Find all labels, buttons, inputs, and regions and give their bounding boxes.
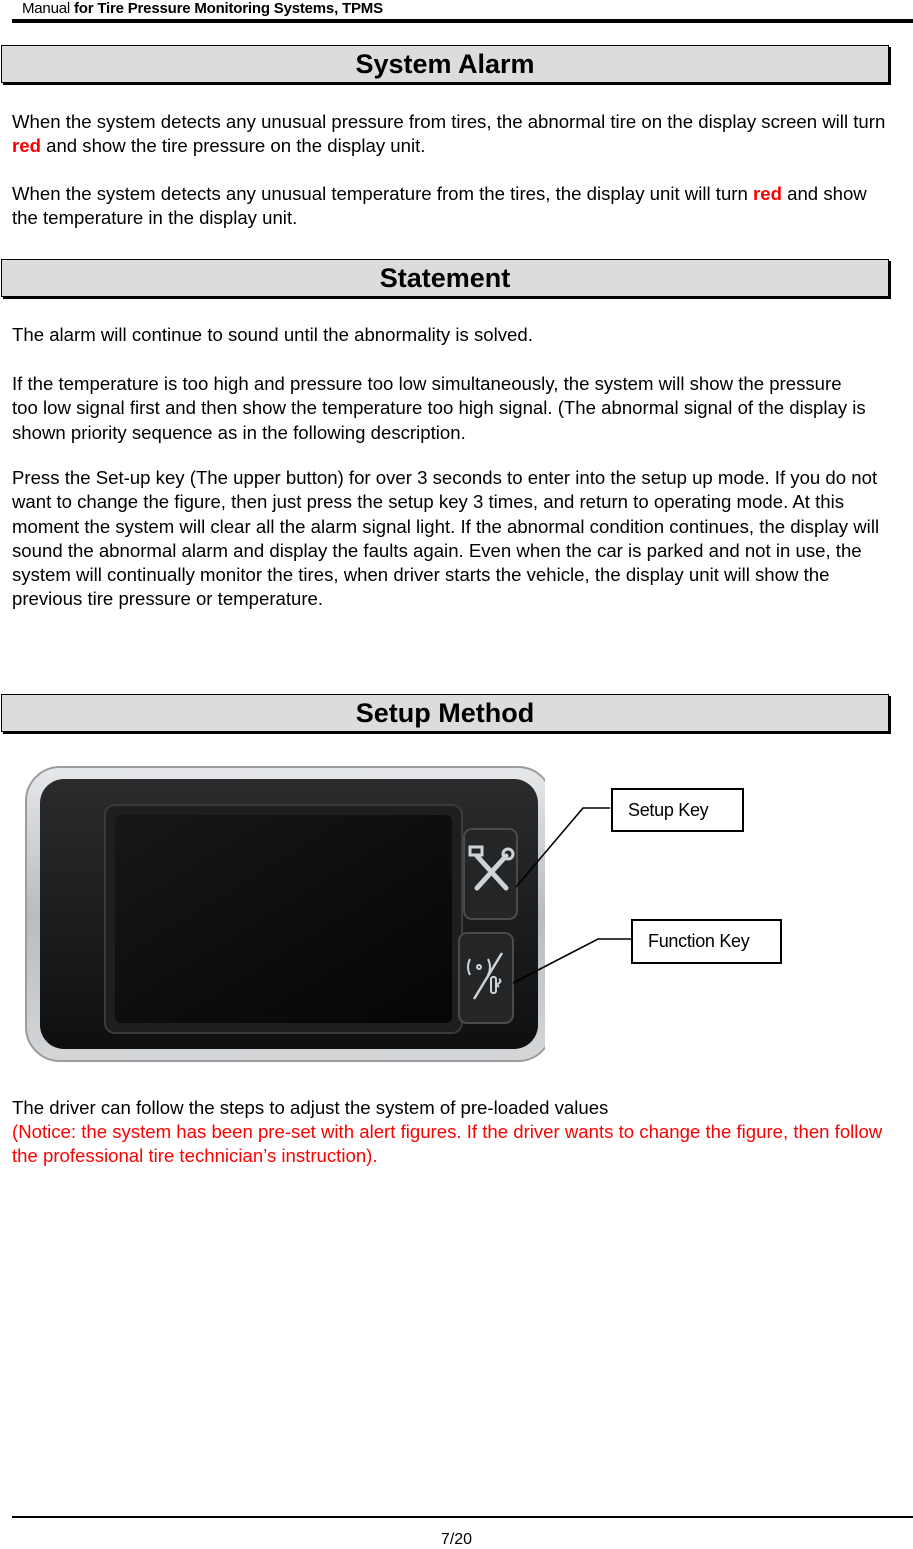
p2-text-a: When the system detects any unusual temperature from the tires, the display unit will turn [12,183,748,204]
statement-paragraph-2: If the temperature is too high and pressure too low simultaneously, the system will show the pressure too low signal first and then show the temperature too high signal. (The abnormal signal of the display is shown priority sequence as in the following description. [12,373,866,443]
p1-text-a: When the system detects any unusual pressure from tires, the abnormal tire on the display screen will turn [12,111,886,132]
function-key-callout: Function Key [631,919,782,964]
section-title-statement: Statement [1,259,889,297]
page-number: 7/20 [440,1531,473,1548]
setup-key-callout: Setup Key [611,788,744,832]
p1-text-b: and show the tire pressure on the display unit. [46,135,426,157]
section-title-system-alarm: System Alarm [1,45,889,83]
p1-red-word: red [12,135,41,157]
p2-red-word: red [753,183,782,204]
statement-paragraph-1: The alarm will continue to sound until the abnormality is solved. [12,324,533,345]
header-prefix: Manual [22,0,70,17]
statement-paragraph-3: Press the Set-up key (The upper button) for over 3 seconds to enter into the setup up mode. If you do not want to change the figure, then just press the setup key 3 times, and return to operating mode. At this moment the system will clear all the alarm signal light. If the abnormal condition continues, the display will sound the abnormal alarm and display the faults again. Even when the car is parked and not in use, the system will continually monitor the tires, when driver starts the vehicle, the display unit will show the previous tire pressure or temperature. [12,467,880,610]
setup-method-paragraph: The driver can follow the steps to adjust the system of pre-loaded values [12,1097,609,1118]
footer-rule [12,1516,913,1518]
section-title-setup-method: Setup Method [1,694,889,732]
setup-method-notice: (Notice: the system has been pre-set with alert figures. If the driver wants to change the figure, then follow the professional tire technician’s instruction). [12,1121,883,1167]
p2-text-b: and show the temperature in the display unit. [12,183,867,229]
header-title: for Tire Pressure Monitoring Systems, TPMS [73,0,383,17]
